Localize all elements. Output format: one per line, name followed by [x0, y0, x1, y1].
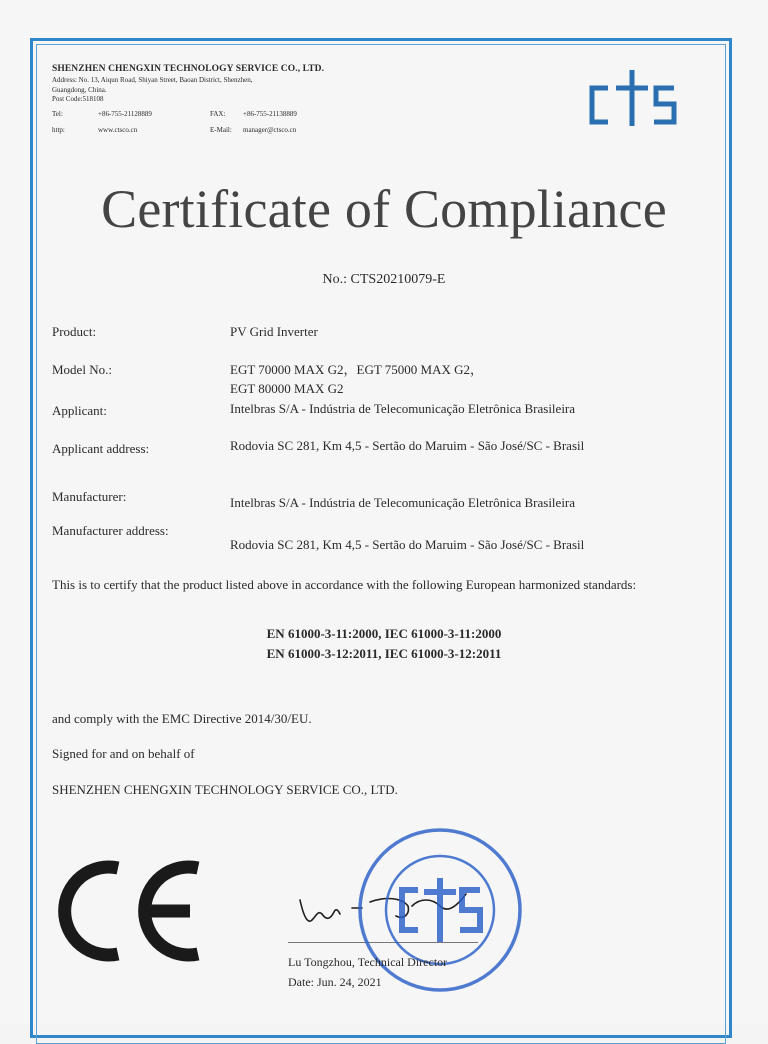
logo-letter-t	[616, 70, 648, 126]
product-value: PV Grid Inverter	[230, 324, 318, 339]
standard-item: EN 61000-3-11:2000, IEC 61000-3-11:2000	[266, 626, 502, 641]
email-link[interactable]: manager@ctsco.cn	[243, 125, 297, 134]
applicant-value: Intelbras S/A - Indústria de Telecomunicação Eletrônica Brasileira	[230, 401, 576, 416]
ce-mark	[58, 856, 208, 966]
manufacturer-label: Manufacturer:	[52, 489, 127, 504]
applicant-address-label: Applicant address:	[52, 441, 150, 456]
issue-date: Date: Jun. 24, 2021	[288, 975, 382, 989]
cts-logo	[584, 60, 680, 132]
applicant-label: Applicant:	[52, 403, 107, 418]
directive-statement: and comply with the EMC Directive 2014/30/EU.	[52, 711, 312, 726]
manufacturer-address-label: Manufacturer address:	[52, 523, 169, 538]
fax-value: +86-755-21138889	[243, 109, 297, 118]
stamp-letter-t	[424, 878, 456, 942]
certificate-number: No.: CTS20210079-E	[322, 272, 446, 287]
stamp-letter-s	[460, 890, 480, 930]
standard-item: EN 61000-3-12:2011, IEC 61000-3-12:2011	[266, 646, 502, 661]
company-header	[52, 64, 382, 135]
model-label: Model No.:	[52, 362, 112, 377]
ce-letter-c	[65, 867, 118, 955]
email-label: E-Mail:	[210, 125, 232, 134]
contact-row-web	[52, 125, 382, 135]
address-line: Post Code:518108	[52, 95, 104, 103]
standards-list	[0, 624, 768, 664]
logo-letter-s	[654, 88, 674, 122]
fax-label: FAX:	[210, 109, 226, 118]
signer-block	[288, 952, 447, 992]
stamp-letter-c	[402, 890, 418, 930]
product-label: Product:	[52, 324, 97, 339]
ce-letter-e	[145, 867, 198, 955]
certify-statement: This is to certify that the product listed above in accordance with the following European harmonized standards:	[52, 577, 637, 592]
manufacturer-address-value: Rodovia SC 281, Km 4,5 - Sertão do Maruim - São José/SC - Brasil	[230, 537, 585, 552]
signer-name: Lu Tongzhou, Technical Director	[288, 955, 448, 969]
manufacturer-value: Intelbras S/A - Indústria de Telecomunicação Eletrônica Brasileira	[230, 495, 576, 510]
address-line: Address: No. 13, Aiqun Road, Shiyan Street, Baoan District, Shenzhen,	[52, 76, 253, 84]
model-value-line2: EGT 80000 MAX G2	[230, 381, 344, 396]
address-line: Guangdong, China.	[52, 85, 107, 94]
certificate-title: Certificate of Compliance	[101, 179, 667, 239]
tel-label: Tel:	[52, 109, 63, 118]
model-value-line1: EGT 70000 MAX G2，EGT 75000 MAX G2，	[230, 362, 484, 377]
company-name: SHENZHEN CHENGXIN TECHNOLOGY SERVICE CO., LTD.	[52, 64, 325, 74]
signed-statement: Signed for and on behalf of	[52, 746, 195, 761]
http-label: http:	[52, 125, 65, 134]
logo-letter-c	[592, 88, 608, 122]
tel-value: +86-755-21128889	[98, 109, 152, 118]
contact-row-phone	[52, 109, 382, 119]
signed-company: SHENZHEN CHENGXIN TECHNOLOGY SERVICE CO., LTD.	[52, 782, 398, 797]
website-link[interactable]: www.ctsco.cn	[98, 125, 138, 134]
applicant-address-value: Rodovia SC 281, Km 4,5 - Sertão do Maruim - São José/SC - Brasil	[230, 438, 585, 453]
